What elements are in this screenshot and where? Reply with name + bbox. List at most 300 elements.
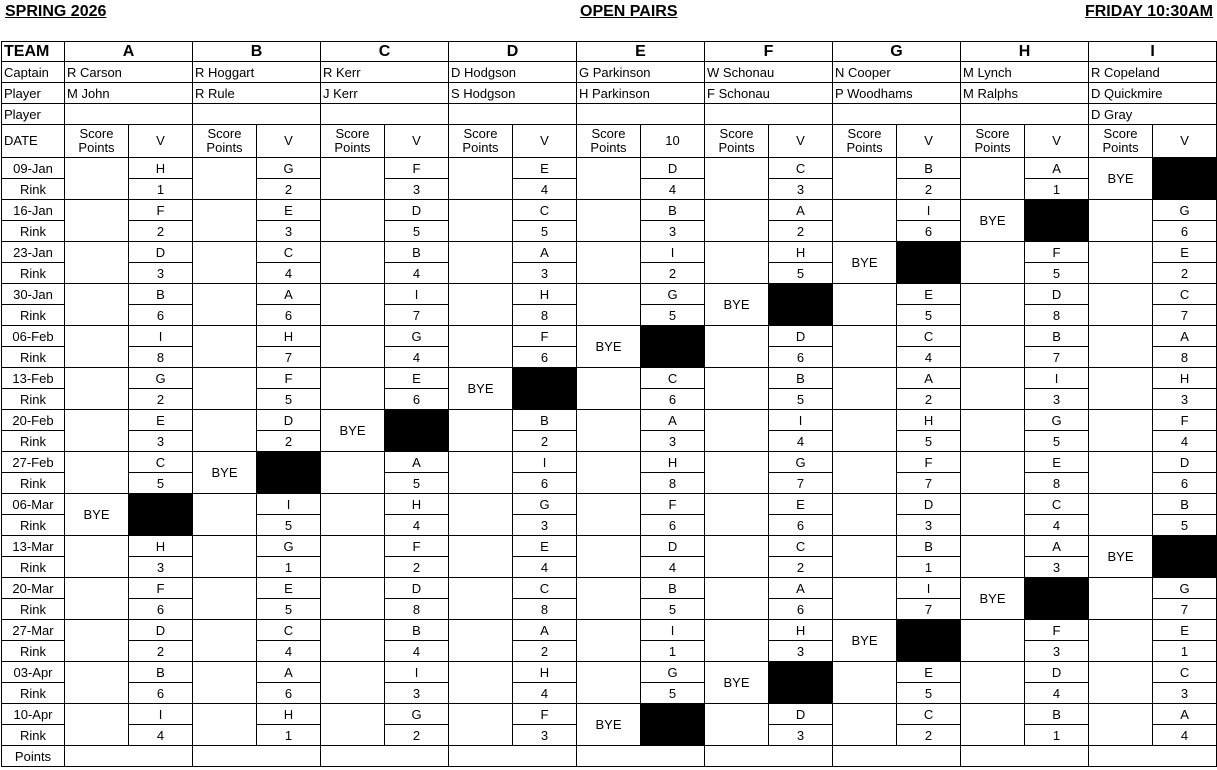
captain-name: R Kerr (321, 62, 449, 83)
score-points-header: Score Points (705, 125, 769, 158)
fixture-date: 06-Mar (2, 494, 65, 515)
score-cell (961, 158, 1025, 179)
bye-block (385, 410, 449, 452)
opponent-letter: F (1025, 242, 1089, 263)
score-cell (961, 536, 1025, 557)
opponent-letter: F (513, 704, 577, 725)
rink-number: 6 (641, 389, 705, 410)
rink-number: 5 (1025, 263, 1089, 284)
score-cell (833, 326, 897, 347)
opponent-letter: B (641, 200, 705, 221)
fixture-date: 10-Apr (2, 704, 65, 725)
score-cell (321, 179, 385, 200)
score-cell (193, 641, 257, 662)
score-cell (449, 242, 513, 263)
opponent-letter: G (257, 158, 321, 179)
opponent-letter: B (129, 662, 193, 683)
rink-number: 6 (897, 221, 961, 242)
opponent-letter: A (513, 620, 577, 641)
opponent-letter: F (1153, 410, 1217, 431)
score-cell (193, 158, 257, 179)
opponent-letter: D (385, 200, 449, 221)
captain-row (2, 62, 1217, 83)
rink-label: Rink (2, 179, 65, 200)
score-cell (65, 200, 129, 221)
opponent-letter: E (385, 368, 449, 389)
rink-number: 5 (641, 683, 705, 704)
score-cell (193, 389, 257, 410)
score-cell (961, 641, 1025, 662)
opponent-letter: H (129, 158, 193, 179)
score-cell (449, 683, 513, 704)
rink-number: 5 (385, 221, 449, 242)
opponent-letter: I (1025, 368, 1089, 389)
score-cell (193, 368, 257, 389)
score-cell (449, 200, 513, 221)
rink-number: 7 (897, 473, 961, 494)
rink-label: Rink (2, 221, 65, 242)
rink-number: 6 (385, 389, 449, 410)
score-cell (65, 221, 129, 242)
score-cell (705, 389, 769, 410)
opponent-letter: D (769, 326, 833, 347)
rink-number: 3 (1153, 683, 1217, 704)
bye-label: BYE (65, 494, 129, 536)
bye-label: BYE (577, 704, 641, 746)
score-points-header: Score Points (577, 125, 641, 158)
score-cell (449, 725, 513, 746)
score-cell (961, 557, 1025, 578)
score-cell (65, 557, 129, 578)
opponent-letter: E (129, 410, 193, 431)
team-letter: D (449, 42, 577, 62)
rink-number: 2 (897, 389, 961, 410)
score-cell (577, 410, 641, 431)
opponent-letter: C (897, 326, 961, 347)
score-cell (577, 641, 641, 662)
score-cell (193, 704, 257, 725)
fixture-row (2, 536, 1217, 557)
opponent-letter: G (385, 704, 449, 725)
score-cell (449, 305, 513, 326)
opponent-letter: A (1025, 536, 1089, 557)
player2-name (705, 104, 833, 125)
rink-number: 4 (1153, 725, 1217, 746)
score-cell (193, 284, 257, 305)
opponent-letter: C (257, 242, 321, 263)
rink-number: 2 (257, 179, 321, 200)
score-cell (577, 662, 641, 683)
player2-name (833, 104, 961, 125)
rink-number: 1 (1025, 725, 1089, 746)
rink-number: 8 (1153, 347, 1217, 368)
score-cell (833, 662, 897, 683)
score-cell (961, 326, 1025, 347)
score-cell (321, 494, 385, 515)
rink-number: 6 (129, 305, 193, 326)
score-cell (961, 389, 1025, 410)
rink-number: 1 (257, 557, 321, 578)
player1-name: H Parkinson (577, 83, 705, 104)
score-cell (65, 179, 129, 200)
score-cell (321, 557, 385, 578)
rink-number: 6 (129, 599, 193, 620)
score-cell (833, 452, 897, 473)
rink-number: 4 (385, 263, 449, 284)
opponent-letter: H (769, 620, 833, 641)
score-cell (961, 725, 1025, 746)
rink-number: 6 (129, 683, 193, 704)
player1-name: D Quickmire (1089, 83, 1217, 104)
score-cell (833, 725, 897, 746)
rink-number: 4 (1153, 431, 1217, 452)
rink-number: 4 (641, 557, 705, 578)
rink-label: Rink (2, 389, 65, 410)
points-cell (1089, 746, 1217, 767)
score-cell (577, 368, 641, 389)
score-cell (1089, 641, 1153, 662)
fixture-row (2, 410, 1217, 431)
score-cell (65, 305, 129, 326)
score-cell (961, 452, 1025, 473)
score-cell (833, 431, 897, 452)
opponent-letter: I (769, 410, 833, 431)
opponent-letter: B (641, 578, 705, 599)
rink-number: 7 (1153, 305, 1217, 326)
score-cell (65, 536, 129, 557)
rink-number: 3 (769, 179, 833, 200)
opponent-letter: A (1153, 326, 1217, 347)
rink-label: Rink (2, 431, 65, 452)
rink-number: 3 (641, 221, 705, 242)
sheet-title: SPRING 2026 (5, 3, 107, 20)
opponent-letter: C (897, 704, 961, 725)
rink-number: 1 (257, 725, 321, 746)
opponent-letter: I (641, 620, 705, 641)
rink-number: 6 (513, 347, 577, 368)
opponent-letter: F (129, 578, 193, 599)
player-label: Player (2, 83, 65, 104)
points-cell (833, 746, 961, 767)
score-cell (577, 557, 641, 578)
rink-number: 6 (257, 683, 321, 704)
score-cell (193, 494, 257, 515)
score-cell (321, 515, 385, 536)
team-letter: F (705, 42, 833, 62)
player1-name: J Kerr (321, 83, 449, 104)
opponent-letter: C (129, 452, 193, 473)
opponent-letter: C (513, 578, 577, 599)
rink-number: 7 (1153, 599, 1217, 620)
score-cell (577, 431, 641, 452)
fixture-date: 23-Jan (2, 242, 65, 263)
score-cell (705, 473, 769, 494)
rink-number: 5 (769, 389, 833, 410)
rink-row (2, 263, 1217, 284)
rink-number: 3 (641, 431, 705, 452)
fixture-row (2, 242, 1217, 263)
score-cell (577, 284, 641, 305)
rink-number: 7 (769, 473, 833, 494)
score-points-header: Score Points (193, 125, 257, 158)
rink-label: Rink (2, 263, 65, 284)
player-row (2, 83, 1217, 104)
score-cell (1089, 326, 1153, 347)
bye-block (897, 242, 961, 284)
rink-number: 5 (769, 263, 833, 284)
score-cell (961, 704, 1025, 725)
opponent-letter: E (513, 158, 577, 179)
versus-header: V (1153, 125, 1217, 158)
bye-label: BYE (961, 578, 1025, 620)
score-cell (833, 347, 897, 368)
score-cell (449, 473, 513, 494)
score-cell (1089, 494, 1153, 515)
score-cell (577, 578, 641, 599)
score-cell (449, 599, 513, 620)
bye-label: BYE (833, 242, 897, 284)
rink-number: 3 (513, 725, 577, 746)
score-cell (321, 200, 385, 221)
opponent-letter: I (641, 242, 705, 263)
fixture-row (2, 578, 1217, 599)
opponent-letter: G (385, 326, 449, 347)
fixture-date: 03-Apr (2, 662, 65, 683)
opponent-letter: D (641, 536, 705, 557)
opponent-letter: G (1025, 410, 1089, 431)
rink-number: 3 (897, 515, 961, 536)
rink-number: 3 (513, 263, 577, 284)
rink-row (2, 641, 1217, 662)
score-points-header: Score Points (833, 125, 897, 158)
captain-label: Captain (2, 62, 65, 83)
score-cell (577, 263, 641, 284)
bye-block (641, 326, 705, 368)
rink-number: 4 (641, 179, 705, 200)
score-cell (961, 662, 1025, 683)
opponent-letter: F (897, 452, 961, 473)
opponent-letter: I (897, 200, 961, 221)
opponent-letter: G (129, 368, 193, 389)
score-cell (833, 473, 897, 494)
rink-label: Rink (2, 515, 65, 536)
rink-number: 8 (513, 305, 577, 326)
player2-name: D Gray (1089, 104, 1217, 125)
opponent-letter: I (257, 494, 321, 515)
fixture-row (2, 326, 1217, 347)
team-letter: E (577, 42, 705, 62)
score-cell (961, 515, 1025, 536)
team-label: TEAM (2, 42, 65, 62)
score-cell (961, 263, 1025, 284)
score-cell (833, 536, 897, 557)
opponent-letter: B (385, 242, 449, 263)
rink-number: 4 (385, 641, 449, 662)
score-cell (1089, 221, 1153, 242)
player1-name: S Hodgson (449, 83, 577, 104)
opponent-letter: G (641, 662, 705, 683)
score-cell (321, 641, 385, 662)
rink-number: 6 (513, 473, 577, 494)
rink-number: 5 (513, 221, 577, 242)
score-cell (961, 368, 1025, 389)
opponent-letter: A (257, 662, 321, 683)
opponent-letter: D (1025, 284, 1089, 305)
rink-number: 1 (129, 179, 193, 200)
score-cell (577, 683, 641, 704)
score-cell (193, 431, 257, 452)
opponent-letter: C (641, 368, 705, 389)
bye-block (1025, 578, 1089, 620)
score-cell (321, 536, 385, 557)
score-cell (65, 452, 129, 473)
score-cell (705, 641, 769, 662)
score-cell (705, 452, 769, 473)
captain-name: R Carson (65, 62, 193, 83)
opponent-letter: A (769, 578, 833, 599)
score-cell (65, 578, 129, 599)
rink-number: 8 (129, 347, 193, 368)
score-cell (705, 368, 769, 389)
bye-label: BYE (705, 284, 769, 326)
score-cell (1089, 704, 1153, 725)
score-cell (705, 704, 769, 725)
score-cell (65, 389, 129, 410)
score-cell (321, 599, 385, 620)
opponent-letter: B (1025, 326, 1089, 347)
score-cell (449, 179, 513, 200)
score-cell (449, 431, 513, 452)
bye-label: BYE (193, 452, 257, 494)
player2-name (449, 104, 577, 125)
score-cell (961, 473, 1025, 494)
rink-number: 4 (513, 557, 577, 578)
points-cell (65, 746, 193, 767)
score-cell (449, 515, 513, 536)
opponent-letter: H (385, 494, 449, 515)
rink-number: 8 (385, 599, 449, 620)
opponent-letter: B (897, 536, 961, 557)
opponent-letter: C (257, 620, 321, 641)
versus-header: V (129, 125, 193, 158)
score-cell (321, 725, 385, 746)
opponent-letter: D (129, 242, 193, 263)
opponent-letter: C (1153, 662, 1217, 683)
rink-number: 8 (1025, 305, 1089, 326)
score-cell (833, 368, 897, 389)
score-cell (321, 284, 385, 305)
rink-row (2, 557, 1217, 578)
opponent-letter: G (257, 536, 321, 557)
opponent-letter: E (1153, 242, 1217, 263)
opponent-letter: F (1025, 620, 1089, 641)
rink-number: 3 (129, 557, 193, 578)
score-cell (833, 557, 897, 578)
rink-label: Rink (2, 725, 65, 746)
score-cell (577, 620, 641, 641)
points-cell (961, 746, 1089, 767)
points-row (2, 746, 1217, 767)
score-cell (577, 536, 641, 557)
versus-header: 10 (641, 125, 705, 158)
column-header-row (2, 125, 1217, 158)
rink-number: 6 (769, 347, 833, 368)
versus-header: V (257, 125, 321, 158)
team-letter: A (65, 42, 193, 62)
bye-block (897, 620, 961, 662)
score-cell (193, 179, 257, 200)
score-cell (65, 368, 129, 389)
score-points-header: Score Points (65, 125, 129, 158)
rink-number: 3 (1025, 389, 1089, 410)
score-cell (65, 284, 129, 305)
fixture-date: 27-Feb (2, 452, 65, 473)
session-time: FRIDAY 10:30AM (1084, 3, 1213, 20)
rink-number: 5 (641, 305, 705, 326)
rink-number: 2 (897, 725, 961, 746)
rink-number: 4 (257, 263, 321, 284)
score-cell (833, 704, 897, 725)
rink-number: 8 (513, 599, 577, 620)
score-cell (193, 305, 257, 326)
rink-number: 1 (641, 641, 705, 662)
team-letter: I (1089, 42, 1217, 62)
team-letter: H (961, 42, 1089, 62)
points-cell (705, 746, 833, 767)
rink-number: 2 (257, 431, 321, 452)
bye-block (513, 368, 577, 410)
score-points-header: Score Points (321, 125, 385, 158)
opponent-letter: I (129, 326, 193, 347)
score-cell (961, 347, 1025, 368)
bye-label: BYE (833, 620, 897, 662)
score-cell (961, 620, 1025, 641)
opponent-letter: H (513, 662, 577, 683)
opponent-letter: H (641, 452, 705, 473)
score-cell (65, 599, 129, 620)
rink-label: Rink (2, 347, 65, 368)
score-cell (321, 389, 385, 410)
bye-block (641, 704, 705, 746)
rink-number: 3 (129, 263, 193, 284)
score-cell (449, 284, 513, 305)
score-cell (1089, 284, 1153, 305)
rink-number: 6 (769, 515, 833, 536)
opponent-letter: D (641, 158, 705, 179)
opponent-letter: C (1025, 494, 1089, 515)
score-cell (961, 431, 1025, 452)
score-cell (577, 599, 641, 620)
score-cell (577, 158, 641, 179)
score-cell (321, 473, 385, 494)
rink-row (2, 683, 1217, 704)
opponent-letter: E (769, 494, 833, 515)
score-cell (705, 263, 769, 284)
fixture-date: 06-Feb (2, 326, 65, 347)
score-cell (321, 326, 385, 347)
fixture-table (1, 41, 1217, 767)
score-cell (1089, 452, 1153, 473)
opponent-letter: A (641, 410, 705, 431)
score-cell (193, 410, 257, 431)
score-cell (705, 725, 769, 746)
score-cell (577, 473, 641, 494)
score-cell (65, 641, 129, 662)
rink-number: 4 (1025, 515, 1089, 536)
opponent-letter: E (1153, 620, 1217, 641)
score-cell (193, 515, 257, 536)
score-points-header: Score Points (1089, 125, 1153, 158)
